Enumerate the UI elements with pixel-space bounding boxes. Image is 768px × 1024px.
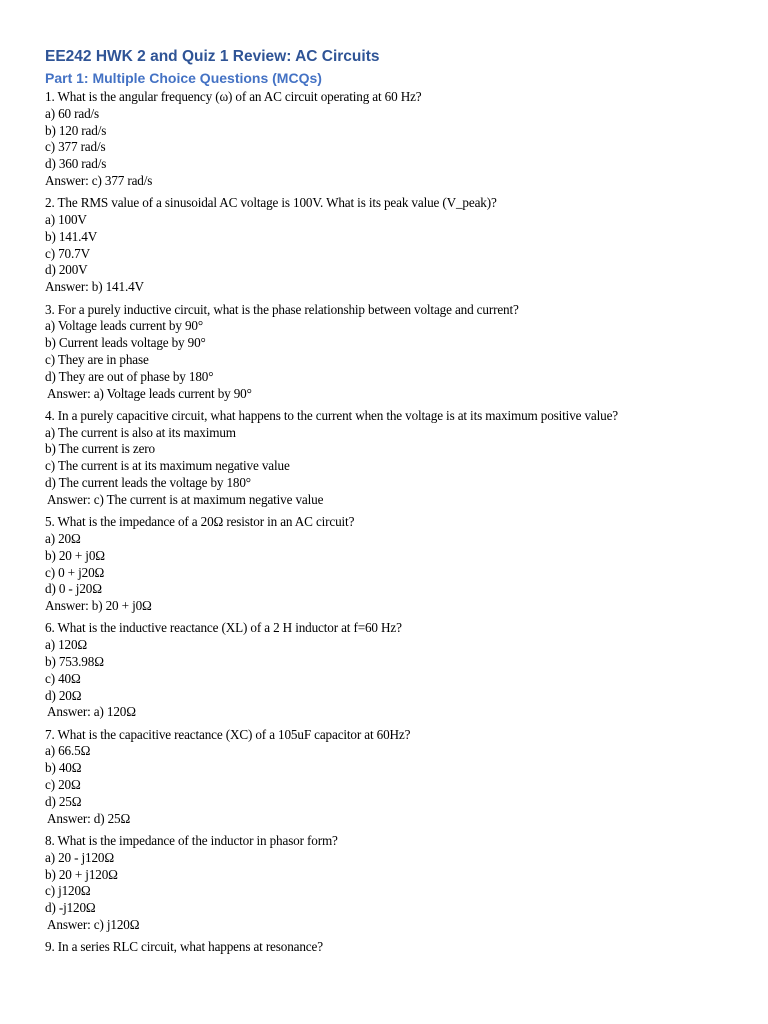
answer-line: Answer: c) j120Ω (47, 916, 140, 932)
option-d: d) 25Ω (45, 793, 82, 809)
answer-line: Answer: b) 141.4V (45, 279, 144, 295)
option-c: c) j120Ω (45, 883, 91, 899)
question-text: 6. What is the inductive reactance (XL) of a 2 H inductor at f=60 Hz? (45, 620, 402, 636)
option-b: b) 120 rad/s (45, 122, 107, 138)
option-d: d) 20Ω (45, 687, 82, 703)
option-d: d) They are out of phase by 180° (45, 368, 214, 384)
answer-line: Answer: a) 120Ω (47, 704, 136, 720)
question-9 (45, 939, 735, 956)
option-a: a) 60 rad/s (45, 105, 100, 121)
option-d: d) The current leads the voltage by 180° (45, 475, 251, 491)
question-text: 1. What is the angular frequency (ω) of an AC circuit operating at 60 Hz? (45, 89, 422, 104)
option-b: b) 20 + j120Ω (45, 866, 118, 882)
question-text: 8. What is the impedance of the inductor in phasor form? (45, 832, 338, 848)
option-c: c) They are in phase (45, 351, 149, 367)
question-text: 2. The RMS value of a sinusoidal AC voltage is 100V. What is its peak value (V_peak)? (45, 195, 497, 211)
part-heading: Part 1: Multiple Choice Questions (MCQs) (45, 70, 322, 86)
option-c: c) 0 + j20Ω (45, 564, 105, 580)
option-a: a) The current is also at its maximum (45, 424, 236, 440)
answer-line: Answer: c) The current is at maximum negative value (47, 491, 324, 507)
answer-line: Answer: d) 25Ω (47, 810, 131, 826)
option-a: a) 20 - j120Ω (45, 849, 115, 865)
question-2 (45, 195, 735, 296)
question-text: 7. What is the capacitive reactance (XC) of a 105uF capacitor at 60Hz? (45, 726, 411, 742)
document-page (45, 46, 735, 962)
option-b: b) 20 + j0Ω (45, 547, 105, 563)
option-c: c) 40Ω (45, 670, 81, 686)
option-b: b) Current leads voltage by 90° (45, 335, 206, 351)
option-a: a) 66.5Ω (45, 743, 91, 759)
option-b: b) 40Ω (45, 760, 82, 776)
option-a: a) 120Ω (45, 637, 88, 653)
question-list (45, 89, 735, 956)
question-8 (45, 833, 735, 934)
question-6 (45, 620, 735, 721)
question-3 (45, 302, 735, 403)
question-7 (45, 727, 735, 828)
option-b: b) 141.4V (45, 228, 98, 244)
option-d: d) 360 rad/s (45, 156, 107, 172)
option-a: a) Voltage leads current by 90° (45, 318, 203, 334)
question-4 (45, 408, 735, 509)
option-c: c) 70.7V (45, 245, 90, 261)
answer-line: Answer: a) Voltage leads current by 90° (47, 385, 252, 401)
option-c: c) 377 rad/s (45, 139, 106, 155)
question-text: 3. For a purely inductive circuit, what is the phase relationship between voltage and current? (45, 301, 519, 317)
option-c: c) The current is at its maximum negative value (45, 458, 290, 474)
question-5 (45, 514, 735, 615)
question-text: 9. In a series RLC circuit, what happens at resonance? (45, 939, 323, 955)
option-d: d) 200V (45, 262, 88, 278)
option-d: d) 0 - j20Ω (45, 581, 102, 597)
question-text: 5. What is the impedance of a 20Ω resistor in an AC circuit? (45, 514, 355, 530)
option-b: b) 753.98Ω (45, 654, 104, 669)
answer-line: Answer: c) 377 rad/s (45, 172, 153, 188)
question-text: 4. In a purely capacitive circuit, what happens to the current when the voltage is at its maximum positive value? (45, 407, 619, 423)
option-a: a) 100V (45, 212, 87, 228)
document-title: EE242 HWK 2 and Quiz 1 Review: AC Circuits (45, 48, 380, 65)
option-a: a) 20Ω (45, 530, 81, 546)
answer-line: Answer: b) 20 + j0Ω (45, 598, 152, 614)
option-c: c) 20Ω (45, 777, 81, 793)
option-d: d) -j120Ω (45, 900, 96, 916)
option-b: b) The current is zero (45, 441, 155, 457)
question-1 (45, 89, 735, 190)
